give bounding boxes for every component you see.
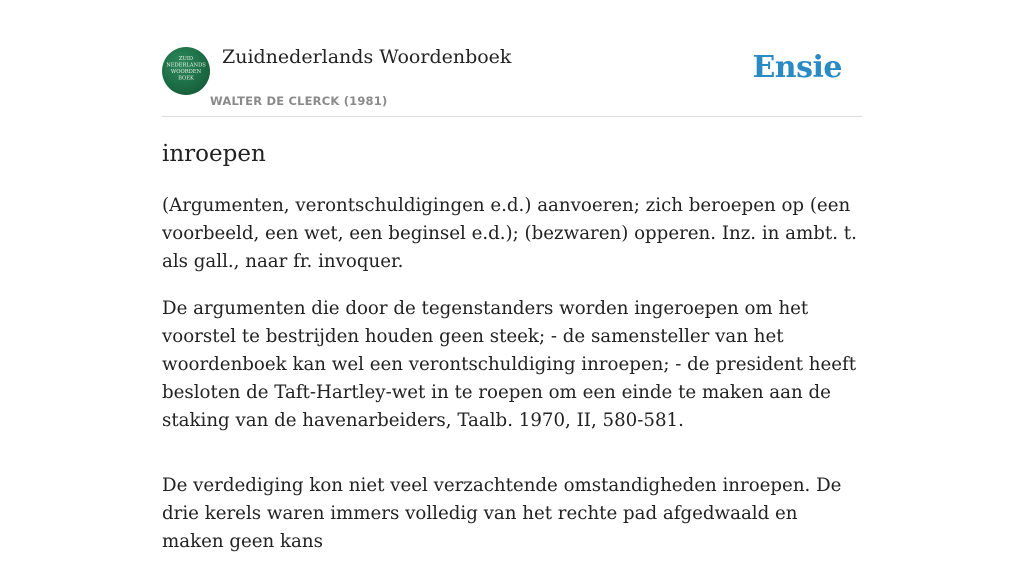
ensie-brand-logo[interactable]: Ensie <box>752 50 842 85</box>
book-author: WALTER DE CLERCK (1981) <box>210 94 388 108</box>
book-logo-graphic <box>162 47 210 95</box>
logo-line-4: BOEK <box>178 75 194 82</box>
logo-line-1: ZUID <box>178 56 194 62</box>
book-title[interactable]: Zuidnederlands Woordenboek <box>222 46 512 68</box>
entry-example-1: De argumenten die door de tegenstanders worden ingeroepen om het voorstel te bestrijden houden geen steek; - de samensteller van het woordenboek kan wel een verontschuldiging inroepen; - de president heeft besloten de Taft-Hartley-wet in te roepen om een einde te maken aan de staking van de havenarbeiders, Taalb. 1970, II, 580-581. <box>162 298 857 431</box>
entry-example-2: De verdediging kon niet veel verzachtende omstandigheden inroepen. De drie kerels waren immers volledig van het rechte pad afgedwaald en maken geen kans <box>162 475 842 552</box>
entry-definition: (Argumenten, verontschuldigingen e.d.) aanvoeren; zich beroepen op (een voorbeeld, een wet, een beginsel e.d.); (bezwaren) opperen. Inz. in ambt. t. als gall., naar fr. invoquer. <box>162 195 857 272</box>
entry-title: inroepen <box>162 141 266 167</box>
logo-line-2: NEDERLANDS <box>166 62 206 69</box>
site-header <box>162 46 862 117</box>
book-logo-icon[interactable] <box>162 47 210 95</box>
entry-content <box>162 138 862 575</box>
logo-line-3: WOORDEN <box>170 69 202 75</box>
